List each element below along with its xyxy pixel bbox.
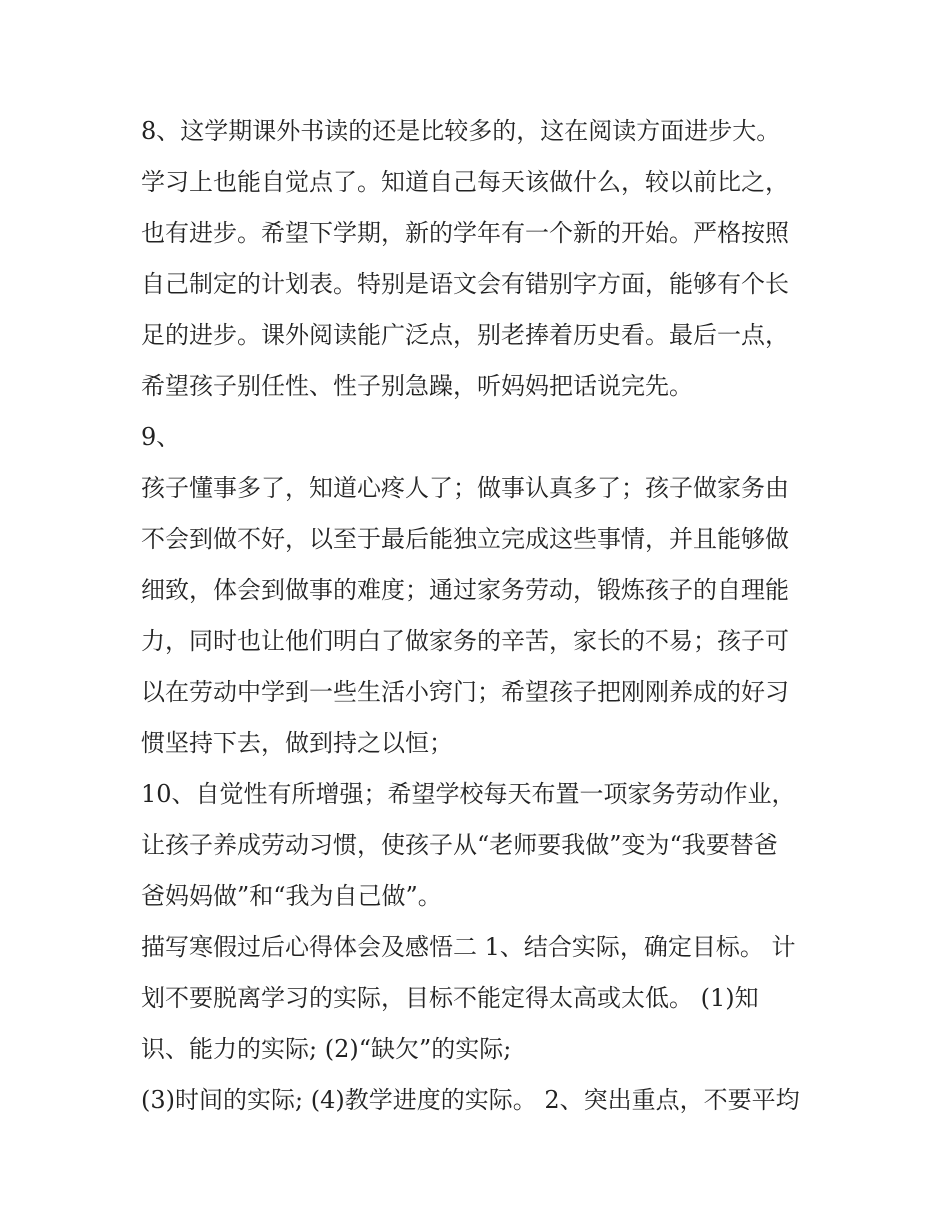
text-line: 惯坚持下去，做到持之以恒； bbox=[141, 729, 453, 757]
text-line: 细致，体会到做事的难度；通过家务劳动，锻炼孩子的自理能 bbox=[141, 576, 789, 604]
text-line: 足的进步。课外阅读能广泛点，别老捧着历史看。最后一点， bbox=[141, 321, 789, 349]
text-line: 以在劳动中学到一些生活小窍门；希望孩子把刚刚养成的好习 bbox=[141, 678, 789, 706]
text-line: (3)时间的实际; (4)教学进度的实际。 2、突出重点，不要平均 bbox=[141, 1086, 800, 1114]
text-line: 9、 bbox=[141, 423, 181, 451]
text-line: 学习上也能自觉点了。知道自己每天该做什么，较以前比之， bbox=[141, 168, 789, 196]
text-line: 8、这学期课外书读的还是比较多的，这在阅读方面进步大。 bbox=[141, 117, 781, 145]
text-line: 描写寒假过后心得体会及感悟二 1、结合实际，确定目标。 计 bbox=[141, 933, 796, 961]
text-line: 爸妈妈做”和“我为自己做”。 bbox=[141, 882, 442, 910]
text-line: 不会到做不好，以至于最后能独立完成这些事情，并且能够做 bbox=[141, 525, 789, 553]
text-line: 也有进步。希望下学期，新的学年有一个新的开始。严格按照 bbox=[141, 219, 789, 247]
text-line: 识、能力的实际; (2)“缺欠”的实际; bbox=[141, 1035, 512, 1063]
text-line: 孩子懂事多了，知道心疼人了；做事认真多了；孩子做家务由 bbox=[141, 474, 789, 502]
text-line: 自己制定的计划表。特别是语文会有错别字方面，能够有个长 bbox=[141, 270, 789, 298]
document-body bbox=[141, 106, 821, 1126]
text-line: 10、自觉性有所增强；希望学校每天布置一项家务劳动作业， bbox=[141, 780, 796, 808]
text-line: 力，同时也让他们明白了做家务的辛苦，家长的不易；孩子可 bbox=[141, 627, 789, 655]
text-line: 划不要脱离学习的实际，目标不能定得太高或太低。 (1)知 bbox=[141, 984, 759, 1012]
text-line: 希望孩子别任性、性子别急躁，听妈妈把话说完先。 bbox=[141, 372, 693, 400]
text-line: 让孩子养成劳动习惯，使孩子从“老师要我做”变为“我要替爸 bbox=[141, 831, 778, 859]
